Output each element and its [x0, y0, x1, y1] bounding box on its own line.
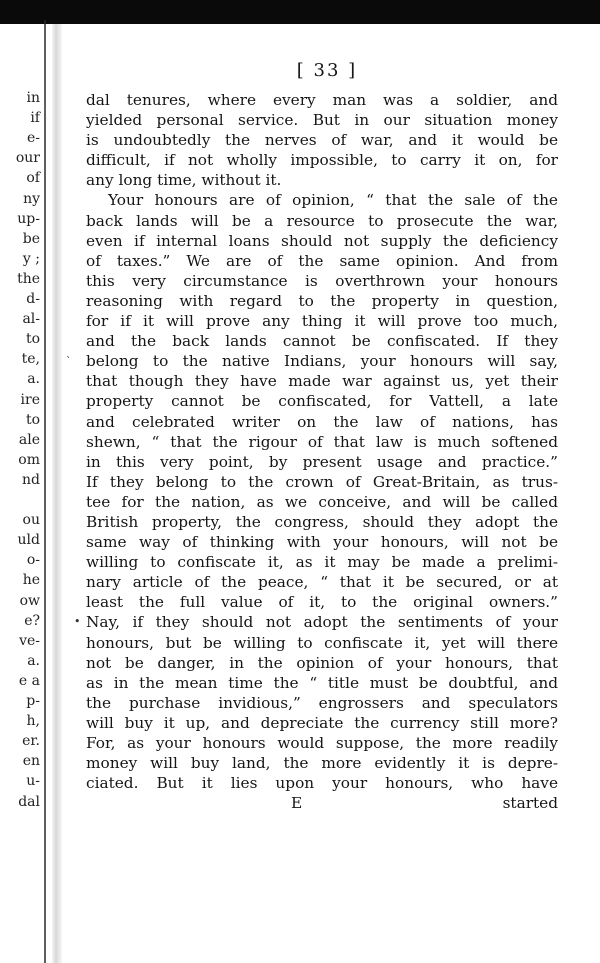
text-line: Nay, if they should not adopt the sentiments of your	[86, 613, 558, 632]
text-line: difficult, if not wholly impossible, to carry it on, for	[86, 151, 558, 170]
previous-page-fragment: al-	[22, 311, 40, 328]
previous-page-fragment: ale	[18, 431, 40, 448]
text-line: money will buy land, the more evidently it is depre-	[86, 754, 558, 773]
text-line: is undoubtedly the nerves of war, and it would be	[86, 131, 558, 150]
previous-page-fragment: in	[26, 90, 40, 106]
previous-page-fragment: ve-	[19, 632, 40, 649]
previous-page-fragment: ire	[20, 391, 40, 408]
text-line: belong to the native Indians, your honours will say,	[86, 352, 558, 371]
previous-page-fragment: to	[25, 411, 40, 428]
text-line: willing to confiscate it, as it may be made a prelimi-	[86, 553, 558, 572]
previous-page-fragment: he	[22, 572, 40, 589]
catchword: started	[502, 794, 558, 813]
text-line: and celebrated writer on the law of nations, has	[86, 412, 558, 431]
previous-page-fragment: a.	[27, 652, 40, 669]
previous-page-fragment: te,	[21, 351, 40, 368]
margin-tick: `	[66, 355, 72, 368]
previous-page-fragment: ny	[23, 190, 40, 207]
signature-mark: E	[291, 794, 303, 813]
previous-page-fragment: dal	[18, 793, 40, 810]
text-line: tee for the nation, as we conceive, and will be called	[86, 492, 558, 511]
text-line: Your honours are of opinion, “ that the sale of the	[108, 191, 558, 210]
scan-top-corner	[0, 0, 60, 24]
previous-page-fragment: our	[15, 150, 40, 167]
previous-page-fragment: nd	[22, 471, 40, 488]
previous-page-fragment: the	[17, 270, 40, 287]
text-line: dal tenures, where every man was a soldier, and	[86, 91, 558, 109]
text-line: ciated. But it lies upon your honours, who have	[86, 774, 558, 793]
previous-page-fragment: e?	[24, 612, 40, 629]
text-line: the purchase invidious,” engrossers and speculators	[86, 693, 558, 712]
scan-top-border	[0, 0, 600, 24]
text-line: nary article of the peace, “ that it be secured, or at	[86, 573, 558, 592]
text-line: If they belong to the crown of Great-Britain, as trus-	[86, 472, 558, 491]
previous-page-edge	[0, 84, 44, 844]
text-line: and the back lands cannot be confiscated. If they	[86, 332, 558, 351]
text-line: any long time, without it.	[86, 171, 282, 190]
binding-edge-line	[44, 20, 46, 963]
page-footer	[86, 793, 558, 815]
text-line: shewn, “ that the rigour of that law is much softened	[86, 432, 558, 451]
previous-page-fragment: to	[25, 331, 40, 348]
previous-page-fragment: h,	[26, 713, 40, 730]
previous-page-fragment: er.	[22, 733, 40, 750]
previous-page-fragment: o-	[26, 552, 40, 569]
text-line: for if it will prove any thing it will prove too much,	[86, 312, 558, 331]
previous-page-fragment: p-	[26, 693, 40, 709]
text-line: this very circumstance is overthrown your honours	[86, 271, 558, 290]
previous-page-fragment: ou	[22, 512, 40, 529]
previous-page-fragment: d-	[26, 291, 40, 307]
book-page	[86, 60, 558, 815]
book-gutter	[52, 24, 62, 963]
text-line: property cannot be confiscated, for Vattell, a late	[86, 392, 558, 411]
previous-page-fragment: e-	[26, 130, 40, 147]
previous-page-fragment: up-	[17, 210, 40, 227]
text-line: honours, but be willing to confiscate it, yet will there	[86, 633, 558, 652]
text-line: even if internal loans should not supply the deficiency	[86, 231, 558, 250]
previous-page-fragment: if	[30, 110, 40, 127]
text-line: as in the mean time the “ title must be doubtful, and	[86, 673, 558, 692]
text-line: same way of thinking with your honours, will not be	[86, 533, 558, 552]
text-line: not be danger, in the opinion of your honours, that	[86, 653, 558, 672]
margin-dot: •	[74, 615, 81, 628]
previous-page-fragment: a.	[27, 371, 40, 388]
text-line: For, as your honours would suppose, the more readily	[86, 734, 558, 752]
text-line: that though they have made war against us, yet their	[86, 372, 558, 391]
previous-page-fragment: en	[22, 753, 40, 770]
text-line: in this very point, by present usage and practice.”	[86, 452, 558, 471]
previous-page-fragment: e a	[18, 672, 40, 689]
previous-page-fragment: of	[26, 170, 40, 187]
previous-page-fragment: uld	[17, 532, 40, 549]
text-line: back lands will be a resource to prosecute the war,	[86, 211, 558, 230]
previous-page-fragment: y ;	[22, 250, 40, 267]
text-line: British property, the congress, should they adopt the	[86, 512, 558, 531]
text-line: least the full value of it, to the original owners.”	[86, 593, 558, 612]
previous-page-fragment: ow	[19, 592, 40, 609]
previous-page-fragment: be	[22, 230, 40, 247]
text-line: reasoning with regard to the property in question,	[86, 291, 558, 310]
body-text	[86, 90, 558, 793]
text-line: will buy it up, and depreciate the currency still more?	[86, 713, 558, 732]
previous-page-fragment: u-	[26, 773, 40, 790]
text-line: of taxes.” We are of the same opinion. And from	[86, 251, 558, 270]
page-number: [ 33 ]	[296, 60, 358, 81]
previous-page-fragment: om	[18, 451, 40, 468]
text-line: yielded personal service. But in our situation money	[86, 111, 558, 130]
